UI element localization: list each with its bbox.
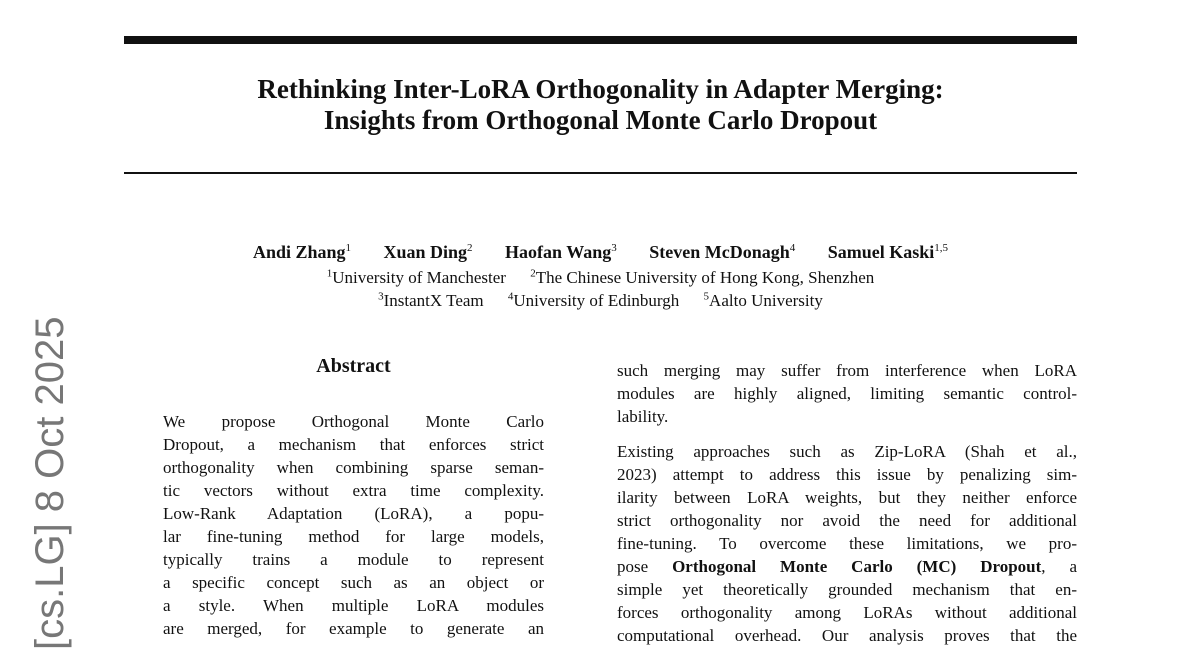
author: Andi Zhang$^1$ — [253, 242, 351, 263]
body-line: such merging may suffer from interference when LoRA — [617, 359, 1077, 382]
abstract-line: orthogonality when combining sparse seman- — [163, 456, 544, 479]
abstract-line: Dropout, a mechanism that enforces strict — [163, 433, 544, 456]
body-line: computational overhead. Our analysis proves that the — [617, 624, 1077, 647]
affiliation: $^1$University of Manchester — [327, 268, 506, 287]
paper-title — [124, 74, 1077, 136]
body-line-bold: pose Orthogonal Monte Carlo (MC) Dropout, a — [617, 555, 1077, 578]
author: Haofan Wang$^3$ — [505, 242, 617, 263]
abstract-line: a specific concept such as an object or — [163, 571, 544, 594]
title-line-2: Insights from Orthogonal Monte Carlo Dropout — [124, 105, 1077, 136]
body-line: forces orthogonality among LoRAs without additional — [617, 601, 1077, 624]
affiliation: $^4$University of Edinburgh — [508, 291, 679, 310]
body-line: lability. — [617, 405, 1077, 428]
affiliation: $^3$InstantX Team — [378, 291, 484, 310]
body-line: 2023) attempt to address this issue by penalizing sim- — [617, 463, 1077, 486]
author-list — [124, 242, 1077, 263]
title-line-1: Rethinking Inter-LoRA Orthogonality in Adapter Merging: — [124, 74, 1077, 105]
body-line: modules are highly aligned, limiting semantic control- — [617, 382, 1077, 405]
body-line: ilarity between LoRA weights, but they neither enforce — [617, 486, 1077, 509]
author: Steven McDonagh$^4$ — [649, 242, 795, 263]
abstract-line: Low-Rank Adaptation (LoRA), a popu- — [163, 502, 544, 525]
author: Samuel Kaski$^{1,5}$ — [828, 242, 948, 263]
abstract-line: typically trains a module to represent — [163, 548, 544, 571]
abstract-line: lar fine-tuning method for large models, — [163, 525, 544, 548]
abstract-line: are merged, for example to generate an — [163, 617, 544, 640]
affiliation: $^2$The Chinese University of Hong Kong, Shenzhen — [530, 268, 874, 287]
abstract-line: tic vectors without extra time complexity. — [163, 479, 544, 502]
body-line: strict orthogonality nor avoid the need for additional — [617, 509, 1077, 532]
title-bottom-rule — [124, 172, 1077, 174]
abstract-heading: Abstract — [163, 355, 544, 378]
top-rule — [124, 36, 1077, 44]
body-line: Existing approaches such as Zip-LoRA (Shah et al., — [617, 440, 1077, 463]
author: Xuan Ding$^2$ — [384, 242, 473, 263]
affiliations-line-1 — [124, 267, 1077, 288]
body-line: fine-tuning. To overcome these limitations, we pro- — [617, 532, 1077, 555]
affiliation: $^5$Aalto University — [704, 291, 823, 310]
method-name: Orthogonal Monte Carlo (MC) Dropout — [672, 557, 1041, 576]
arxiv-stamp: [cs.LG] 8 Oct 2025 — [28, 317, 73, 650]
affiliations-line-2 — [124, 290, 1077, 311]
abstract-line: We propose Orthogonal Monte Carlo — [163, 410, 544, 433]
abstract-line: a style. When multiple LoRA modules — [163, 594, 544, 617]
body-line: simple yet theoretically grounded mechanism that en- — [617, 578, 1077, 601]
